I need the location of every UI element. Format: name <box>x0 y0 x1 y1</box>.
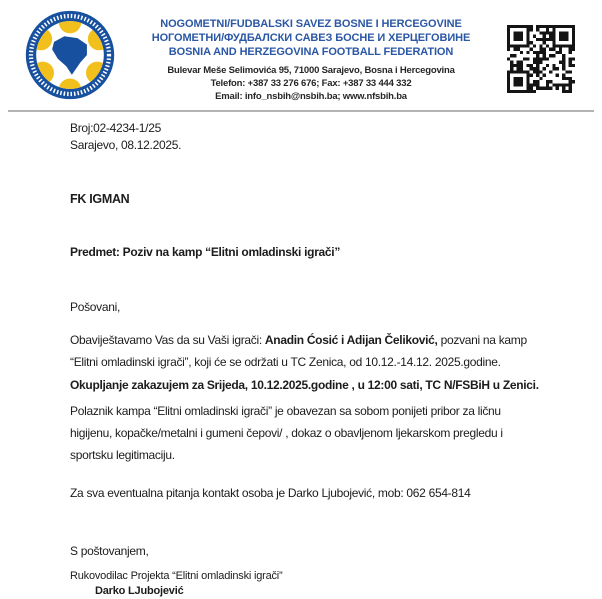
invited-players: Anadin Ćosić i Adijan Čeliković, <box>264 333 438 347</box>
notice-post: pozvani na kamp <box>437 333 527 347</box>
requirements-line-3: sportsku legitimaciju. <box>70 448 175 462</box>
phone-fax-line: Telefon: +387 33 276 676; Fax: +387 33 444 332 <box>210 78 412 89</box>
signature-name: Darko LJubojević <box>95 585 184 597</box>
org-name-cyrillic: НОГОМЕТНИ/ФУДБАЛСКИ САВЕЗ БОСНЕ И ХЕРЦЕГОВИНЕ <box>151 32 471 44</box>
letter-body <box>0 113 602 598</box>
subject-line: Predmet: Poziv na kamp “Elitni omladinski igrači” <box>70 245 341 259</box>
letter-number: Broj:02-4234-1/25 <box>70 121 161 135</box>
notice-line-1 <box>70 329 562 351</box>
gathering-info: Okupljanje zakazujem za Srijeda, 10.12.2025.godine , u 12:00 sati, TC N/FSBiH u Zenici. <box>70 378 539 392</box>
signature-role: Rukovodilac Projekta “Elitni omladinski igrači” <box>70 570 283 582</box>
letterhead <box>0 0 602 113</box>
header-divider <box>8 110 594 112</box>
contact-person-line: Za sva eventualna pitanja kontakt osoba je Darko Ljubojević, mob: 062 654-814 <box>70 486 471 500</box>
letter-place-date: Sarajevo, 08.12.2025. <box>70 138 182 152</box>
federation-crest-icon <box>23 8 117 102</box>
closing: S poštovanjem, <box>70 544 149 558</box>
notice-pre: Obaviještavamo Vas da su Vaši igrači: <box>70 333 265 347</box>
qr-code <box>507 25 575 93</box>
org-name-english: BOSNIA AND HERZEGOVINA FOOTBALL FEDERATION <box>168 46 454 58</box>
requirements-line-1: Polaznik kampa “Elitni omladinski igrači” je obavezan sa sobom ponijeti pribor za ličnu <box>70 404 501 418</box>
requirements-line-2: higijenu, kopačke/metalni i gumeni čepovi/ , dokaz o obavljenom ljekarskom pregledu i <box>70 426 503 440</box>
notice-paragraph <box>70 329 562 373</box>
federation-logo <box>23 8 117 102</box>
recipient: FK IGMAN <box>70 192 130 206</box>
email-web-line: Email: info_nsbih@nsbih.ba; www.nfsbih.ba <box>215 91 407 102</box>
salutation: Pošovani, <box>70 300 120 314</box>
contact-block <box>118 64 504 103</box>
qr-code-icon <box>507 80 575 97</box>
notice-line-2: “Elitni omladinski igrači”, koji će se održati u TC Zenica, od 10.12.-14.12. 2025.godine. <box>70 355 501 369</box>
org-name-bosnian: NOGOMETNI/FUDBALSKI SAVEZ BOSNE I HERCEGOVINE <box>160 18 462 30</box>
requirements-paragraph <box>70 400 562 466</box>
address-line: Bulevar Meše Selimovića 95, 71000 Sarajevo, Bosna i Hercegovina <box>167 65 455 76</box>
federation-titles <box>118 17 504 103</box>
